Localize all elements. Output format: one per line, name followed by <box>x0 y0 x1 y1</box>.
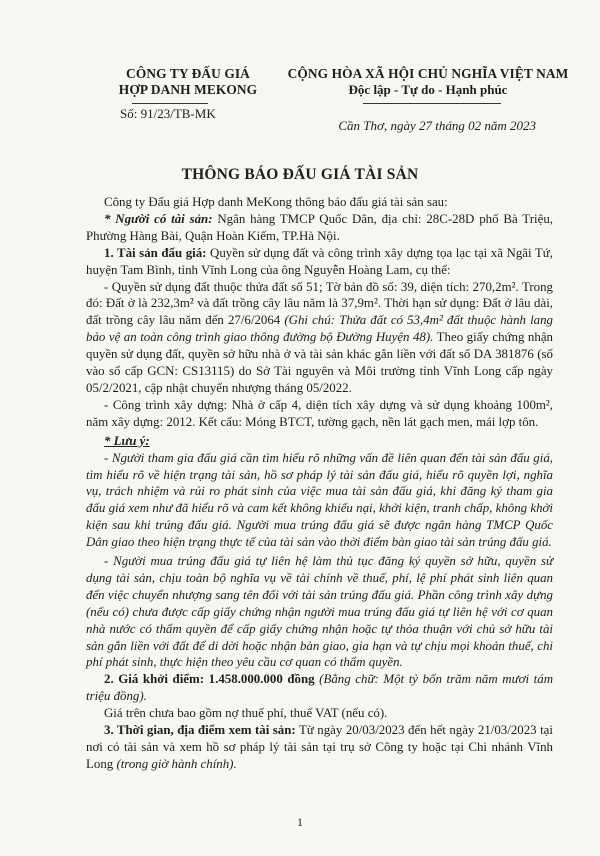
building-paragraph: - Công trình xây dựng: Nhà ở cấp 4, diện tích xây dựng và sử dụng khoảng 100m², năm xây dựng: 2012. Kết cấu: Móng BTCT, tường gạch, nền lát gạch men, mái lợp tôn. <box>86 397 553 429</box>
org-name-line2: HỢP DANH MEKONG <box>118 82 258 97</box>
section1-text: Quyền sử dụng đất và công trình xây dựng tọa lạc tại xã Ngãi Tứ, huyện Tam Bình, tỉnh Vĩnh Long của ông Nguyễn Hoàng Lam, cụ thể: <box>86 245 553 277</box>
section1-paragraph <box>86 245 553 279</box>
section1-label: 1. Tài sản đấu giá: <box>104 245 207 260</box>
asset-owner-label: * Người có tài sản: <box>104 211 213 226</box>
section3-label: 3. Thời gian, địa điểm xem tài sản: <box>104 723 296 738</box>
tax-note: Giá trên chưa bao gồm nợ thuế phí, thuế VAT (nếu có). <box>104 706 388 721</box>
section3-text: Từ ngày 20/03/2023 đến hết ngày 21/03/2023 tại nơi có tài sản và xem hồ sơ pháp lý tài sản tại trụ sở Công ty hoặc tại Chi nhánh Vĩnh Long <box>86 723 553 771</box>
section2-paragraph <box>86 671 553 705</box>
document-number: Số: 91/23/TB-MK <box>120 106 216 121</box>
intro-paragraph: Công ty Đấu giá Hợp danh MeKong thông báo đấu giá tài sản sau: <box>104 195 448 209</box>
notes-heading <box>86 433 553 450</box>
organization-header <box>88 66 288 98</box>
country-name: CỘNG HÒA XÃ HỘI CHỦ NGHĨA VIỆT NAM <box>287 66 569 81</box>
note-paragraph-1: - Người tham gia đấu giá cần tìm hiểu rõ những vấn đề liên quan đến tài sản đấu giá, tìm hiểu rõ về hiện trạng tài sản, hồ sơ pháp lý tài sản đấu giá, hiểu rõ quyền lợi, nghĩa vụ, trách nhiệm và rủi ro phát sinh của việc mua tài sản đấu giá, khi đăng ký tham gia đấu giá xem như đã hiểu rõ và cam kết không khiếu nại, khởi kiện, tranh chấp, không khởi kiện sau khi trúng đấu giá. Người mua trúng đấu giá sẽ được ngân hàng TMCP Quốc Dân giao theo hiện trạng thực tế của tài sản vào thời điểm bàn giao tài sản trúng đấu giá. <box>86 450 553 550</box>
org-underline <box>132 103 208 104</box>
section3-hours: (trong giờ hành chính). <box>116 756 237 771</box>
issue-date: Cần Thơ, ngày 27 tháng 02 năm 2023 <box>338 118 536 133</box>
org-name-line1: CÔNG TY ĐẤU GIÁ <box>126 66 250 81</box>
land-paragraph <box>86 279 553 397</box>
national-motto: Độc lập - Tự do - Hạnh phúc <box>348 82 508 97</box>
land-text-a: - Quyền sử dụng đất thuộc thửa đất số 51; Tờ bản đồ số: 39, diện tích: 270,2m². Trong đó: Đất ở là 232,3m² và đất trồng cây lâu năm là 37,9m². Thời hạn sử dụng: Đất ở lâu dài, đất trồng cây lâu năm đến 27/6/2064 <box>86 279 553 328</box>
asset-owner-text: Ngân hàng TMCP Quốc Dân, địa chỉ: 28C-28D phố Bà Triệu, Phường Hàng Bài, Quận Hoàn Kiếm, TP.Hà Nội. <box>86 211 553 243</box>
starting-price-words: (Bằng chữ: Một tỷ bốn trăm năm mươi tám triệu đồng). <box>86 672 553 704</box>
notes-label: * Lưu ý: <box>104 433 150 448</box>
national-header <box>278 66 578 98</box>
page-title: THÔNG BÁO ĐẤU GIÁ TÀI SẢN <box>181 166 419 183</box>
motto-underline <box>363 103 501 104</box>
land-text-b: Theo giấy chứng nhận quyền sử dụng đất, quyền sở hữu nhà ở và tài sản khác gắn liền với đất số DA 381876 (số vào sổ cấp GCN: CS13115) do Sở Tài nguyên và Môi trường tỉnh Vĩnh Long cấp ngày 05/2/2021, cập nhật chuyển nhượng tháng 05/2022. <box>86 330 553 395</box>
land-note: (Ghi chú: Thửa đất có 53,4m² đất thuộc hành lang bảo vệ an toàn công trình giao thông đường bộ Đường Huyện 48). <box>86 313 553 345</box>
asset-owner-paragraph <box>86 211 553 245</box>
page-number: 1 <box>297 815 303 829</box>
section3-paragraph <box>86 722 553 773</box>
starting-price-label: 2. Giá khởi điểm: 1.458.000.000 đồng <box>104 672 315 687</box>
document-body <box>86 194 553 773</box>
note-paragraph-2: - Người mua trúng đấu giá tự liên hệ làm thủ tục đăng ký quyền sở hữu, quyền sử dụng tài sản, chịu toàn bộ nghĩa vụ về tài chính về thuế, phí, lệ phí phát sinh liên quan đến việc chuyển nhượng sang tên đối với tài sản trúng đấu giá. Phần công trình xây dựng (nếu có) chưa được cấp giấy chứng nhận người mua trúng đấu giá tự liên hệ với cơ quan nhà nước có thẩm quyền để cấp giấy chứng nhận hoặc tự thỏa thuận với chủ sở hữu tài sản gắn liền với đất để di dời hoặc nhận bàn giao, gia hạn và tự chịu mọi khoản thuế, chi phí phát sinh, thực hiện theo yêu cầu cơ quan có thẩm quyền. <box>86 554 553 670</box>
